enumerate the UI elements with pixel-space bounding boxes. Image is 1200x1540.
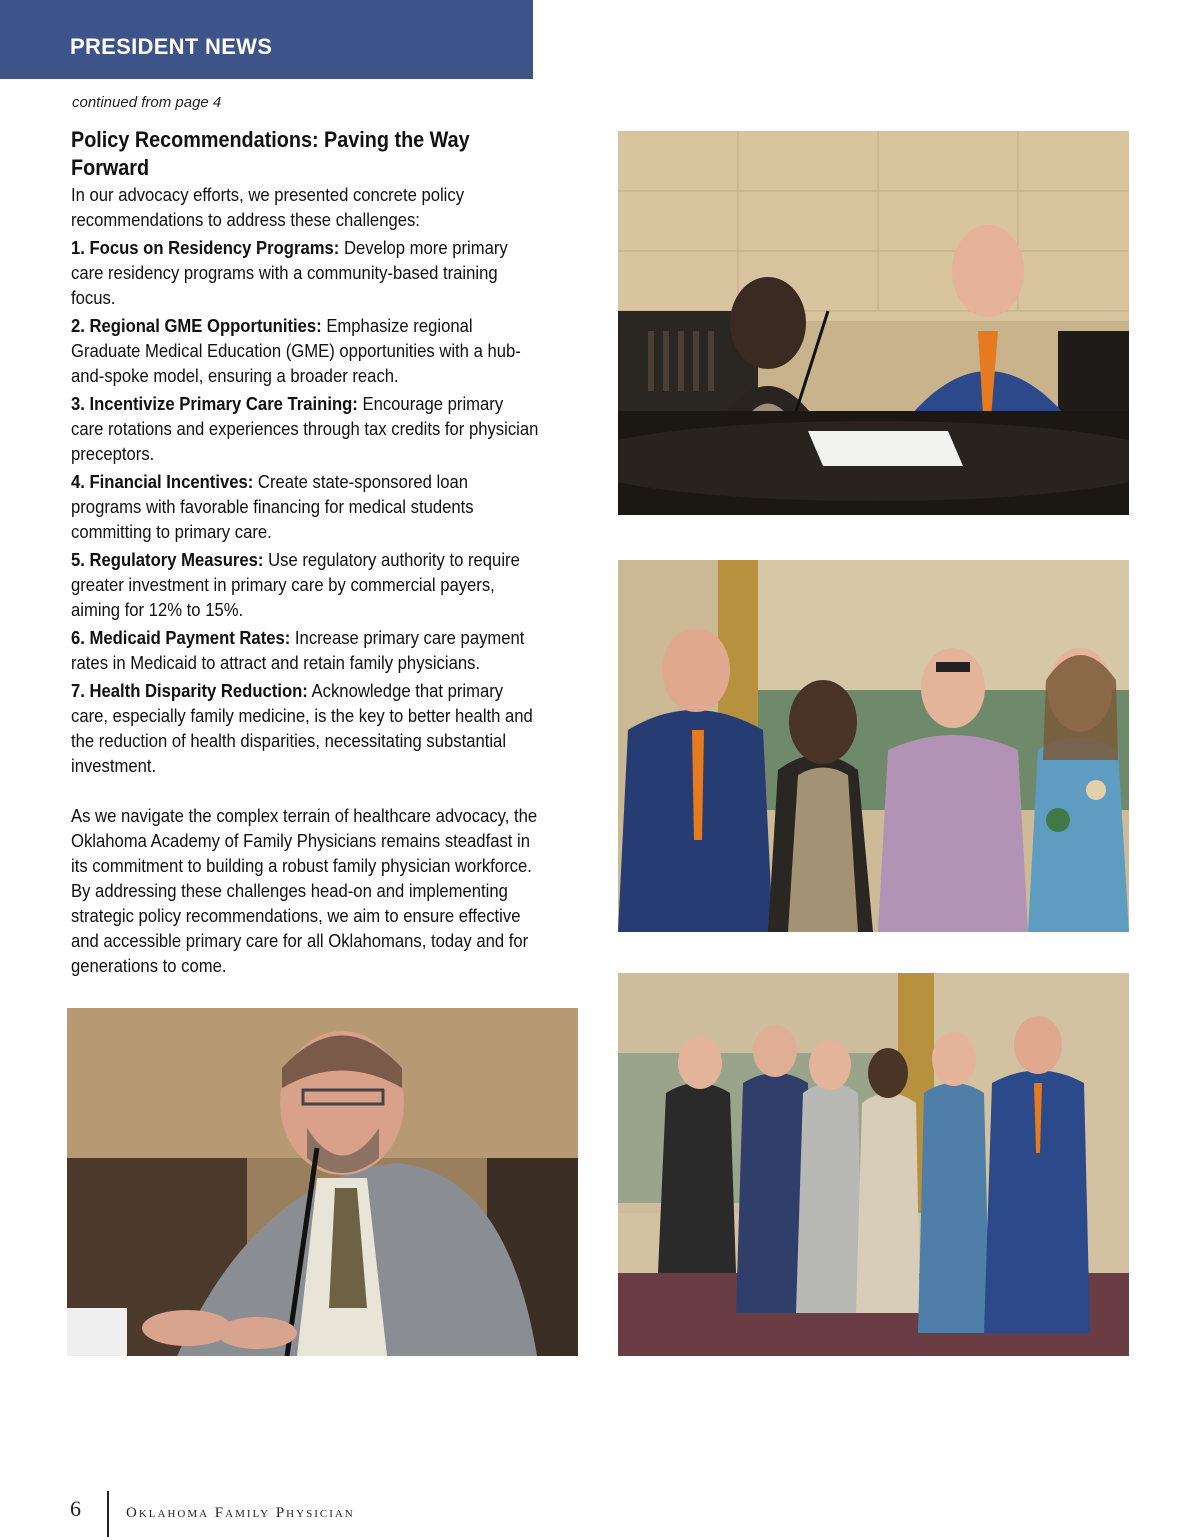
publication-name: Oklahoma Family Physician	[126, 1505, 355, 1521]
recommendation-label: 1. Focus on Residency Programs:	[71, 237, 340, 258]
photo-group-four	[618, 560, 1129, 932]
recommendation-label: 5. Regulatory Measures:	[71, 549, 264, 570]
recommendation-item	[71, 625, 539, 675]
recommendation-item	[71, 547, 539, 622]
photo-speaker-microphone	[67, 1008, 578, 1356]
recommendation-text: Create state-sponsored loan programs with favorable financing for medical students committing to primary care.	[71, 471, 474, 542]
recommendation-item	[71, 313, 539, 388]
continued-note: continued from page 4	[72, 94, 222, 111]
footer-divider	[107, 1491, 109, 1537]
section-title: PRESIDENT NEWS	[70, 34, 273, 59]
recommendation-item	[71, 391, 539, 466]
recommendation-label: 2. Regional GME Opportunities:	[71, 315, 322, 336]
recommendation-text: Increase primary care payment rates in Medicaid to attract and retain family physicians.	[71, 627, 525, 673]
recommendation-label: 3. Incentivize Primary Care Training:	[71, 393, 358, 414]
recommendation-item	[71, 678, 539, 778]
recommendation-label: 4. Financial Incentives:	[71, 471, 254, 492]
article-closing: As we navigate the complex terrain of healthcare advocacy, the Oklahoma Academy of Family Physicians remains steadfast in its commitment to building a robust family physician workforce. By addressing these challenges head-on and implementing strategic policy recommendations, we aim to ensure effective and accessible primary care for all Oklahomans, today and for generations to come.	[71, 805, 538, 976]
page-number: 6	[70, 1496, 81, 1521]
recommendation-text: Acknowledge that primary care, especially family medicine, is the key to better health and the reduction of health disparities, necessitating substantial investment.	[71, 680, 533, 776]
recommendation-label: 7. Health Disparity Reduction:	[71, 680, 308, 701]
photo-group-six	[618, 973, 1129, 1356]
section-banner	[0, 0, 533, 79]
article-heading: Policy Recommendations: Paving the Way Forward	[71, 127, 470, 180]
recommendation-label: 6. Medicaid Payment Rates:	[71, 627, 291, 648]
photo-hearing-table	[618, 131, 1129, 515]
article-body	[71, 126, 539, 997]
recommendation-text: Encourage primary care rotations and experiences through tax credits for physician preceptors.	[71, 393, 539, 464]
recommendation-item	[71, 469, 539, 544]
recommendation-text: Emphasize regional Graduate Medical Education (GME) opportunities with a hub-and-spoke model, ensuring a broader reach.	[71, 315, 521, 386]
article-intro: In our advocacy efforts, we presented concrete policy recommendations to address these challenges:	[71, 184, 465, 230]
recommendation-item	[71, 235, 539, 310]
recommendation-text: Develop more primary care residency programs with a community-based training focus.	[71, 237, 508, 308]
recommendation-text: Use regulatory authority to require greater investment in primary care by commercial payers, aiming for 12% to 15%.	[71, 549, 520, 620]
